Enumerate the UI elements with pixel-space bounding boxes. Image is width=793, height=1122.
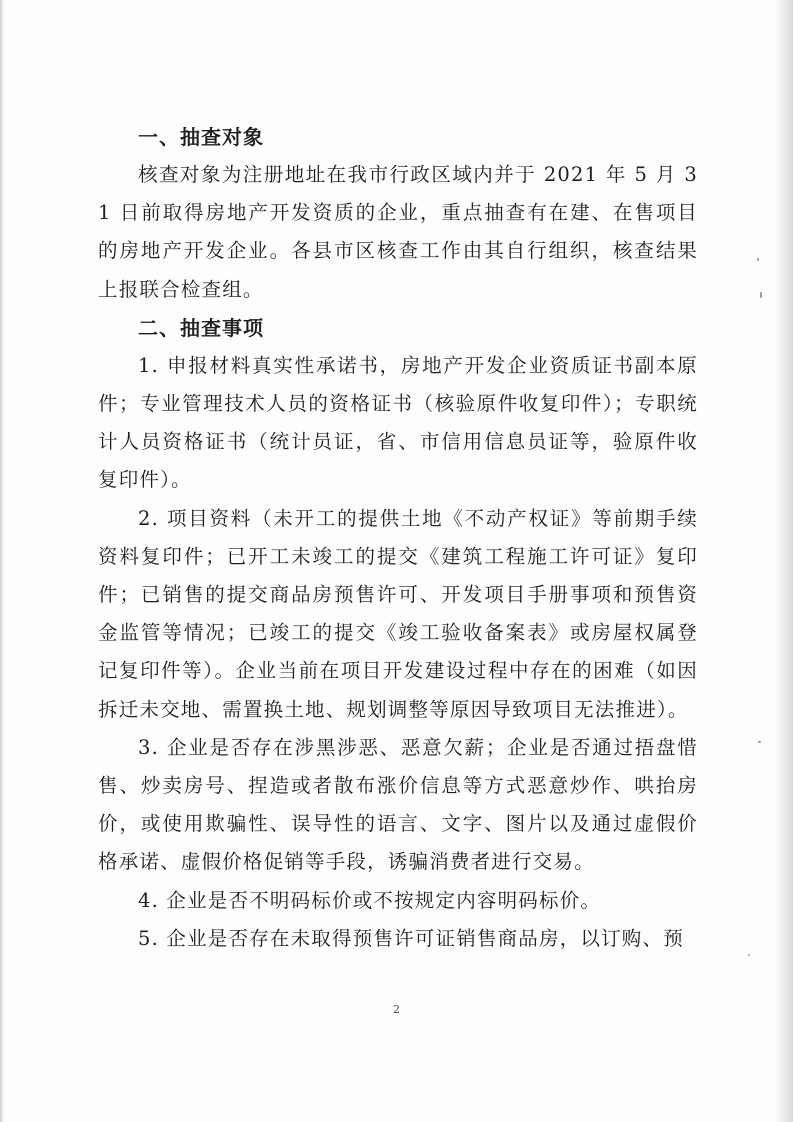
document-body xyxy=(98,118,698,958)
scan-edge-left xyxy=(0,0,4,1122)
scan-speck xyxy=(760,292,762,298)
paragraph-item-4: 4. 企业是否不明码标价或不按规定内容明码标价。 xyxy=(138,888,602,912)
scan-edge-right xyxy=(775,0,793,1122)
scan-speck xyxy=(758,741,761,743)
scan-speck xyxy=(757,258,759,261)
paragraph-inspection-targets: 核查对象为注册地址在我市行政区域内并于 2021 年 5 月 31 日前取得房地产开发资质的企业，重点抽查有在建、在售项目的房地产开发企业。各县市区核查工作由其自行组织，核查结果上报联合检查组。 xyxy=(98,163,698,301)
section-heading-inspection-items: 二、抽查事项 xyxy=(138,315,264,340)
paragraph-item-3: 3. 企业是否存在涉黑涉恶、恶意欠薪；企业是否通过捂盘惜售、炒卖房号、捏造或者散布涨价信息等方式恶意炒作、哄抬房价，或使用欺骗性、误导性的语言、文字、图片以及通过虚假价格承诺、虚假价格促销等手段，诱骗消费者进行交易。 xyxy=(98,735,698,874)
page-number: 2 xyxy=(393,1003,400,1016)
paragraph-item-1: 1. 申报材料真实性承诺书，房地产开发企业资质证书副本原件；专业管理技术人员的资格证书（核验原件收复印件）；专职统计人员资格证书（统计员证，省、市信用信息员证等，验原件收复印件）。 xyxy=(98,353,698,492)
section-heading-inspection-targets: 一、抽查对象 xyxy=(138,125,264,149)
paragraph-item-5: 5. 企业是否存在未取得预售许可证销售商品房，以订购、预 xyxy=(138,926,684,950)
scan-speck xyxy=(748,954,750,956)
paragraph-item-2: 2. 项目资料（未开工的提供土地《不动产权证》等前期手续资料复印件；已开工未竣工的提交《建筑工程施工许可证》复印件；已销售的提交商品房预售许可、开发项目手册事项和预售资金监管等情况；已竣工的提交《竣工验收备案表》或房屋权属登记复印件等）。企业当前在项目开发建设过程中存在的困难（如因拆迁未交地、需置换土地、规划调整等原因导致项目无法推进）。 xyxy=(98,506,698,721)
